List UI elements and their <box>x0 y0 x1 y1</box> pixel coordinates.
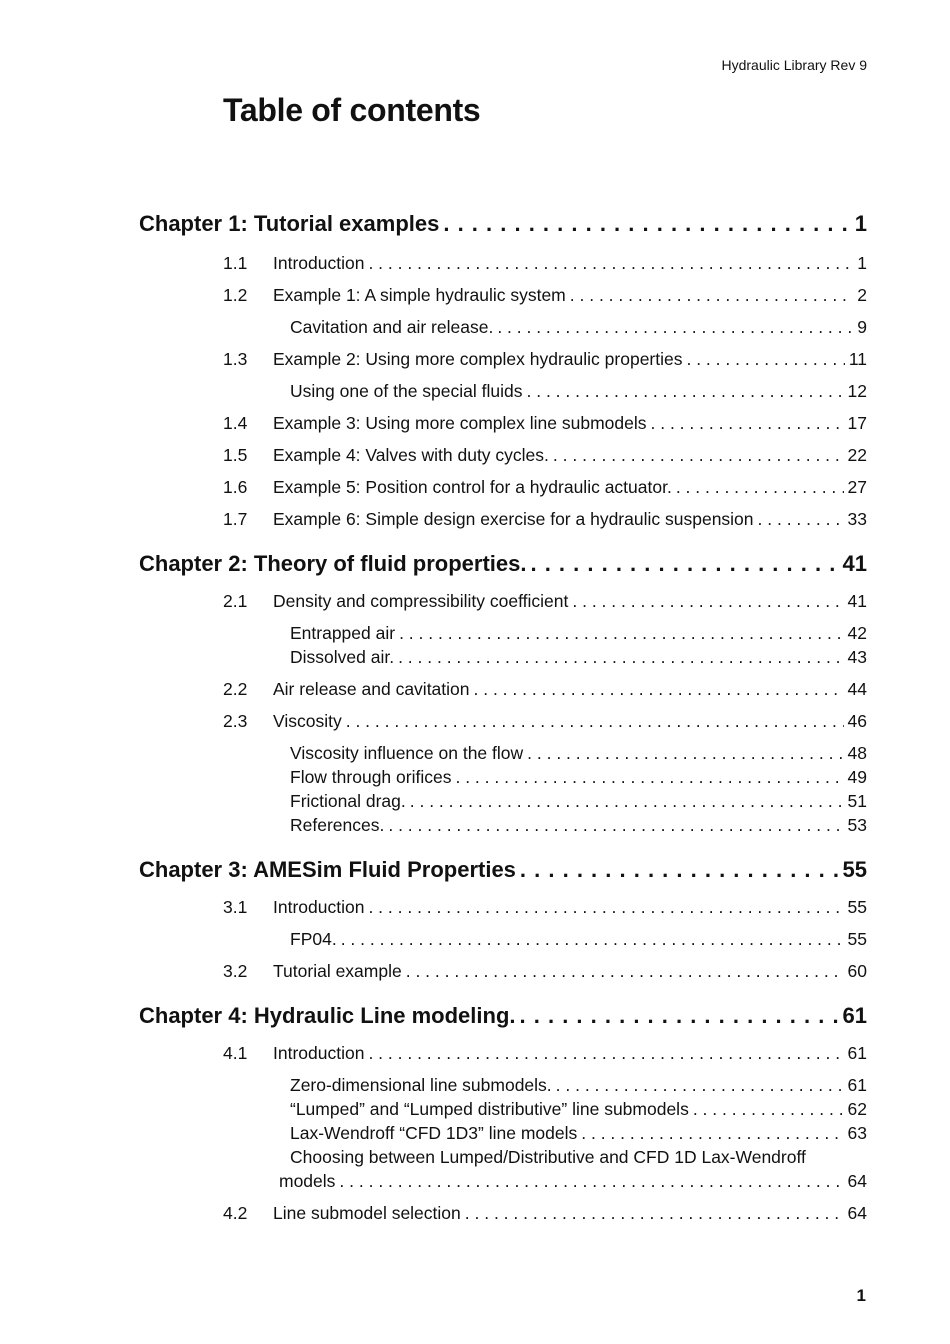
dot-leader <box>406 959 844 983</box>
entry-page: 62 <box>847 1099 867 1119</box>
entry-title: Example 5: Position control for a hydraulic actuator. <box>273 477 672 497</box>
entry-title: Example 3: Using more complex line submodels <box>273 413 647 433</box>
entry-title: Using one of the special fluids <box>290 381 523 401</box>
dot-leader <box>570 283 854 307</box>
section-number: 1.1 <box>223 253 248 273</box>
page-title: Table of contents <box>223 92 481 128</box>
entry-page: 12 <box>847 381 867 401</box>
entry-title: Example 2: Using more complex hydraulic properties <box>273 349 683 369</box>
toc-subentry[interactable] <box>139 1073 867 1097</box>
toc-entry-3-2[interactable] <box>139 959 867 983</box>
entry-page: 63 <box>847 1123 867 1143</box>
toc-entry-2-1[interactable] <box>139 589 867 613</box>
chapter-page: 41 <box>842 551 867 576</box>
toc-subentry[interactable] <box>139 1121 867 1145</box>
section-number: 1.5 <box>223 445 248 465</box>
section-number: 3.1 <box>223 897 248 917</box>
dot-leader <box>527 741 843 765</box>
toc-subentry[interactable] <box>139 765 867 789</box>
entry-title: References. <box>290 815 385 835</box>
chapter-page: 61 <box>842 1003 867 1028</box>
dot-leader <box>651 411 844 435</box>
toc-subentry[interactable] <box>139 379 867 403</box>
entry-title: Introduction <box>273 1043 365 1063</box>
section-number: 1.6 <box>223 477 248 497</box>
entry-title: Air release and cavitation <box>273 679 470 699</box>
dot-leader <box>341 927 844 951</box>
toc-entry-1-5[interactable] <box>139 443 867 467</box>
dot-leader <box>581 1121 843 1145</box>
entry-page: 22 <box>847 445 867 465</box>
toc-entry-3-1[interactable] <box>139 895 867 919</box>
entry-page: 61 <box>847 1043 867 1063</box>
dot-leader <box>686 347 844 371</box>
section-number: 4.2 <box>223 1203 248 1223</box>
chapter-page: 55 <box>842 857 867 882</box>
toc-entry-1-6[interactable] <box>139 475 867 499</box>
chapter-3-heading[interactable] <box>139 857 867 887</box>
chapter-page: 1 <box>854 211 867 236</box>
section-number: 2.3 <box>223 711 248 731</box>
entry-page: 9 <box>857 317 867 337</box>
toc-subentry[interactable] <box>139 621 867 645</box>
entry-title: Viscosity influence on the flow <box>290 743 524 763</box>
dot-leader <box>693 1097 844 1121</box>
entry-page: 53 <box>847 815 867 835</box>
entry-title: Example 4: Valves with duty cycles. <box>273 445 549 465</box>
dot-leader <box>399 621 843 645</box>
section-number: 1.4 <box>223 413 248 433</box>
entry-title: “Lumped” and “Lumped distributive” line submodels <box>290 1099 689 1119</box>
toc-subentry[interactable] <box>139 645 867 669</box>
entry-page: 1 <box>857 253 867 273</box>
section-number: 2.1 <box>223 591 248 611</box>
dot-leader <box>443 211 850 237</box>
toc-subentry[interactable] <box>139 741 867 765</box>
toc-entry-1-3[interactable] <box>139 347 867 371</box>
dot-leader <box>758 507 844 531</box>
dot-leader <box>676 475 844 499</box>
dot-leader <box>398 645 843 669</box>
toc-entry-4-1[interactable] <box>139 1041 867 1065</box>
entry-title: Entrapped air <box>290 623 396 643</box>
section-number: 4.1 <box>223 1043 248 1063</box>
dot-leader <box>368 895 843 919</box>
entry-page: 55 <box>847 929 867 949</box>
chapter-title: Chapter 3: AMESim Fluid Properties <box>139 857 516 882</box>
toc-entry-1-2[interactable] <box>139 283 867 307</box>
dot-leader <box>410 789 844 813</box>
entry-title: Introduction <box>273 897 365 917</box>
dot-leader <box>530 551 838 577</box>
table-of-contents <box>139 211 867 1225</box>
toc-subentry[interactable] <box>139 813 867 837</box>
entry-title: Example 6: Simple design exercise for a hydraulic suspension <box>273 509 754 529</box>
toc-subentry[interactable] <box>139 789 867 813</box>
toc-subentry-line1[interactable] <box>139 1145 867 1169</box>
toc-subentry[interactable] <box>139 927 867 951</box>
entry-title: Example 1: A simple hydraulic system <box>273 285 566 305</box>
dot-leader <box>455 765 843 789</box>
toc-entry-1-7[interactable] <box>139 507 867 531</box>
section-number: 1.7 <box>223 509 248 529</box>
dot-leader <box>553 443 844 467</box>
entry-page: 41 <box>847 591 867 611</box>
entry-title-continued: models <box>279 1171 336 1191</box>
entry-title: Tutorial example <box>273 961 402 981</box>
entry-title: Choosing between Lumped/Distributive and CFD 1D Lax-Wendroff <box>290 1147 806 1167</box>
entry-page: 43 <box>847 647 867 667</box>
entry-title: Viscosity <box>273 711 342 731</box>
dot-leader <box>520 1003 839 1029</box>
dot-leader <box>465 1201 844 1225</box>
dot-leader <box>388 813 843 837</box>
entry-title: Line submodel selection <box>273 1203 461 1223</box>
entry-title: FP04. <box>290 929 337 949</box>
entry-page: 33 <box>847 509 867 529</box>
section-number: 2.2 <box>223 679 248 699</box>
toc-entry-2-2[interactable] <box>139 677 867 701</box>
toc-subentry[interactable] <box>139 315 867 339</box>
running-header: Hydraulic Library Rev 9 <box>721 57 867 73</box>
entry-page: 42 <box>847 623 867 643</box>
chapter-title: Chapter 4: Hydraulic Line modeling. <box>139 1003 516 1028</box>
entry-page: 2 <box>857 285 867 305</box>
entry-page: 49 <box>847 767 867 787</box>
toc-entry-4-2[interactable] <box>139 1201 867 1225</box>
dot-leader <box>474 677 844 701</box>
toc-subentry[interactable] <box>139 1097 867 1121</box>
entry-page: 55 <box>847 897 867 917</box>
entry-title: Introduction <box>273 253 365 273</box>
entry-title: Flow through orifices <box>290 767 452 787</box>
dot-leader <box>527 379 844 403</box>
dot-leader <box>497 315 853 339</box>
dot-leader <box>339 1169 843 1193</box>
dot-leader <box>368 1041 843 1065</box>
entry-title: Dissolved air. <box>290 647 395 667</box>
chapter-1-heading[interactable] <box>139 211 867 241</box>
dot-leader <box>556 1073 844 1097</box>
entry-page: 27 <box>847 477 867 497</box>
entry-page: 64 <box>847 1203 867 1223</box>
toc-entry-1-4[interactable] <box>139 411 867 435</box>
chapter-2-heading[interactable] <box>139 551 867 581</box>
entry-page: 51 <box>847 791 867 811</box>
toc-entry-2-3[interactable] <box>139 709 867 733</box>
dot-leader <box>368 251 853 275</box>
entry-page: 60 <box>847 961 867 981</box>
entry-title: Cavitation and air release. <box>290 317 494 337</box>
chapter-title: Chapter 1: Tutorial examples <box>139 211 440 236</box>
dot-leader <box>346 709 844 733</box>
page-number: 1 <box>856 1286 866 1305</box>
section-number: 3.2 <box>223 961 248 981</box>
dot-leader <box>520 857 839 883</box>
section-number: 1.2 <box>223 285 248 305</box>
entry-page: 46 <box>847 711 867 731</box>
toc-entry-1-1[interactable] <box>139 251 867 275</box>
dot-leader <box>572 589 843 613</box>
chapter-4-heading[interactable] <box>139 1003 867 1033</box>
entry-page: 48 <box>847 743 867 763</box>
entry-title: Lax-Wendroff “CFD 1D3” line models <box>290 1123 578 1143</box>
entry-page: 44 <box>847 679 867 699</box>
toc-subentry-line2[interactable] <box>139 1169 867 1193</box>
entry-page: 61 <box>847 1075 867 1095</box>
entry-page: 17 <box>847 413 867 433</box>
entry-title: Zero-dimensional line submodels. <box>290 1075 552 1095</box>
entry-page: 64 <box>847 1171 867 1191</box>
entry-title: Frictional drag. <box>290 791 406 811</box>
entry-page: 11 <box>848 349 867 369</box>
chapter-title: Chapter 2: Theory of fluid properties. <box>139 551 527 576</box>
entry-title: Density and compressibility coefficient <box>273 591 569 611</box>
section-number: 1.3 <box>223 349 248 369</box>
